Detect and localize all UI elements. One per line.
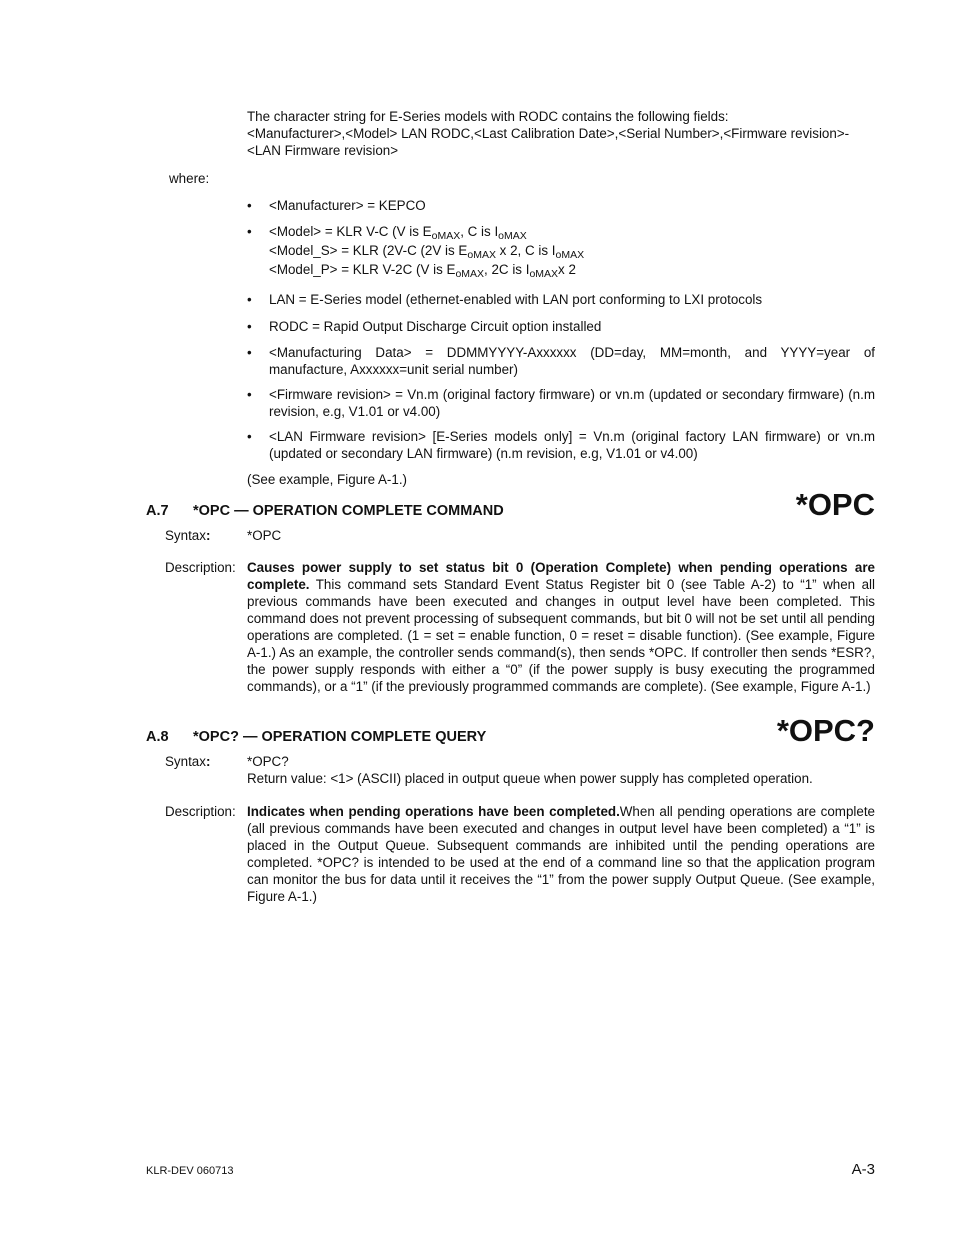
- a7-description-label: Description:: [165, 560, 236, 575]
- section-a7-number: A.7: [146, 503, 169, 519]
- bullet-mark: •: [247, 387, 252, 402]
- bullet-firmware: <Firmware revision> = Vn.m (original factory firmware) or vn.m (updated or secondary firmware) (n.m revision, e.g, V1.01 or v4.00): [269, 387, 875, 419]
- see-example: (See example, Figure A-1.): [247, 472, 408, 487]
- model-line-3: <Model_P> = KLR V-2C (V is $E_{oMAX}$, 2C is $I_{oMAX}x$ 2: [269, 262, 576, 280]
- section-a8-number: A.8: [146, 729, 169, 745]
- section-a7-title: *OPC — OPERATION COMPLETE COMMAND: [193, 503, 504, 519]
- bullet-manufacturer: <Manufacturer> = KEPCO: [269, 198, 426, 213]
- intro-line-3: <LAN Firmware revision>: [247, 143, 399, 158]
- a8-syntax-value: *OPC?: [247, 754, 289, 769]
- a8-syntax-label: Syntax:: [165, 754, 211, 769]
- bullet-mfg-data: <Manufacturing Data> = DDMMYYYY-Axxxxxx (DD=day, MM=month, and YYYY=year of manufacture, Axxxxxx=unit serial number): [269, 345, 875, 377]
- section-a7-big-label: *OPC: [795, 487, 875, 522]
- intro-line-1: The character string for E-Series models with RODC contains the following fields:: [247, 109, 729, 124]
- where-label: where:: [169, 171, 210, 186]
- bullet-lan-firmware: <LAN Firmware revision> [E-Series models only] = Vn.m (original factory LAN firmware) or vn.m (updated or secondary LAN firmware) (n.m revision, e.g, V1.01 or v4.00): [269, 429, 875, 461]
- bullet-mark: •: [247, 429, 252, 444]
- bullet-mark: •: [247, 292, 252, 307]
- bullet-lan: LAN = E-Series model (ethernet-enabled with LAN port conforming to LXI protocols: [269, 292, 763, 307]
- a7-description: Causes power supply to set status bit 0 (Operation Complete) when pending operations are complete. This command sets Standard Event Status Register bit 0 (see Table A-2) to “1” when all previous commands have been executed and changes in output level have been completed. This command does not prevent processing of subsequent commands, but bit 0 will not be set until all pending operations are completed. (1 = set = enable function, 0 = reset = disable function). (See example, Figure A-1.) As an example, the controller sends command(s), then sends *OPC. If controller then sends *ESR?, the power supply responds with either a “0” (if the power supply is busy executing the programmed commands), or a “1” (if the previously programmed commands are complete). (See example, Figure A-1.): [247, 560, 875, 694]
- bullet-mark: •: [247, 198, 252, 213]
- bullet-model: [269, 223, 875, 278]
- bullet-mark: •: [247, 319, 252, 334]
- a8-description-label: Description:: [165, 804, 236, 819]
- model-line-2: <Model_S> = KLR (2V-C (2V is $E_{oMAX}$ x 2, C is $I_{oMAX}$: [269, 243, 585, 261]
- a7-syntax-value: *OPC: [247, 528, 282, 543]
- bullet-mark: •: [247, 345, 252, 360]
- model-line-1: <Model> = KLR V-C (V is $E_{oMAX}$, C is $I_{oMAX}$: [269, 224, 527, 242]
- a8-description: Indicates when pending operations have been completed.When all pending operations are complete (all previous commands have been executed and changes in output level have been completed) a “1” is placed in the Output Queue. Subsequent commands are inhibited until the pending operations are completed. *OPC? is intended to be used at the end of a command line so that the application program can monitor the bus for data until it receives the “1” from the power supply Output Queue. (See example, Figure A-1.): [247, 804, 876, 904]
- bullet-mark: •: [247, 224, 252, 239]
- section-a8-big-label: *OPC?: [776, 713, 875, 748]
- footer-page-number: A-3: [851, 1161, 875, 1178]
- a7-syntax-label: Syntax:: [165, 528, 211, 543]
- bullet-rodc: RODC = Rapid Output Discharge Circuit option installed: [269, 319, 602, 334]
- footer-doc-id: KLR-DEV 060713: [146, 1165, 234, 1177]
- section-a8-title: *OPC? — OPERATION COMPLETE QUERY: [193, 729, 487, 745]
- intro-line-2: <Manufacturer>,<Model> LAN RODC,<Last Calibration Date>,<Serial Number>,<Firmware revision>-: [247, 126, 850, 141]
- a8-return-value: Return value: <1> (ASCII) placed in output queue when power supply has completed operation.: [247, 771, 813, 786]
